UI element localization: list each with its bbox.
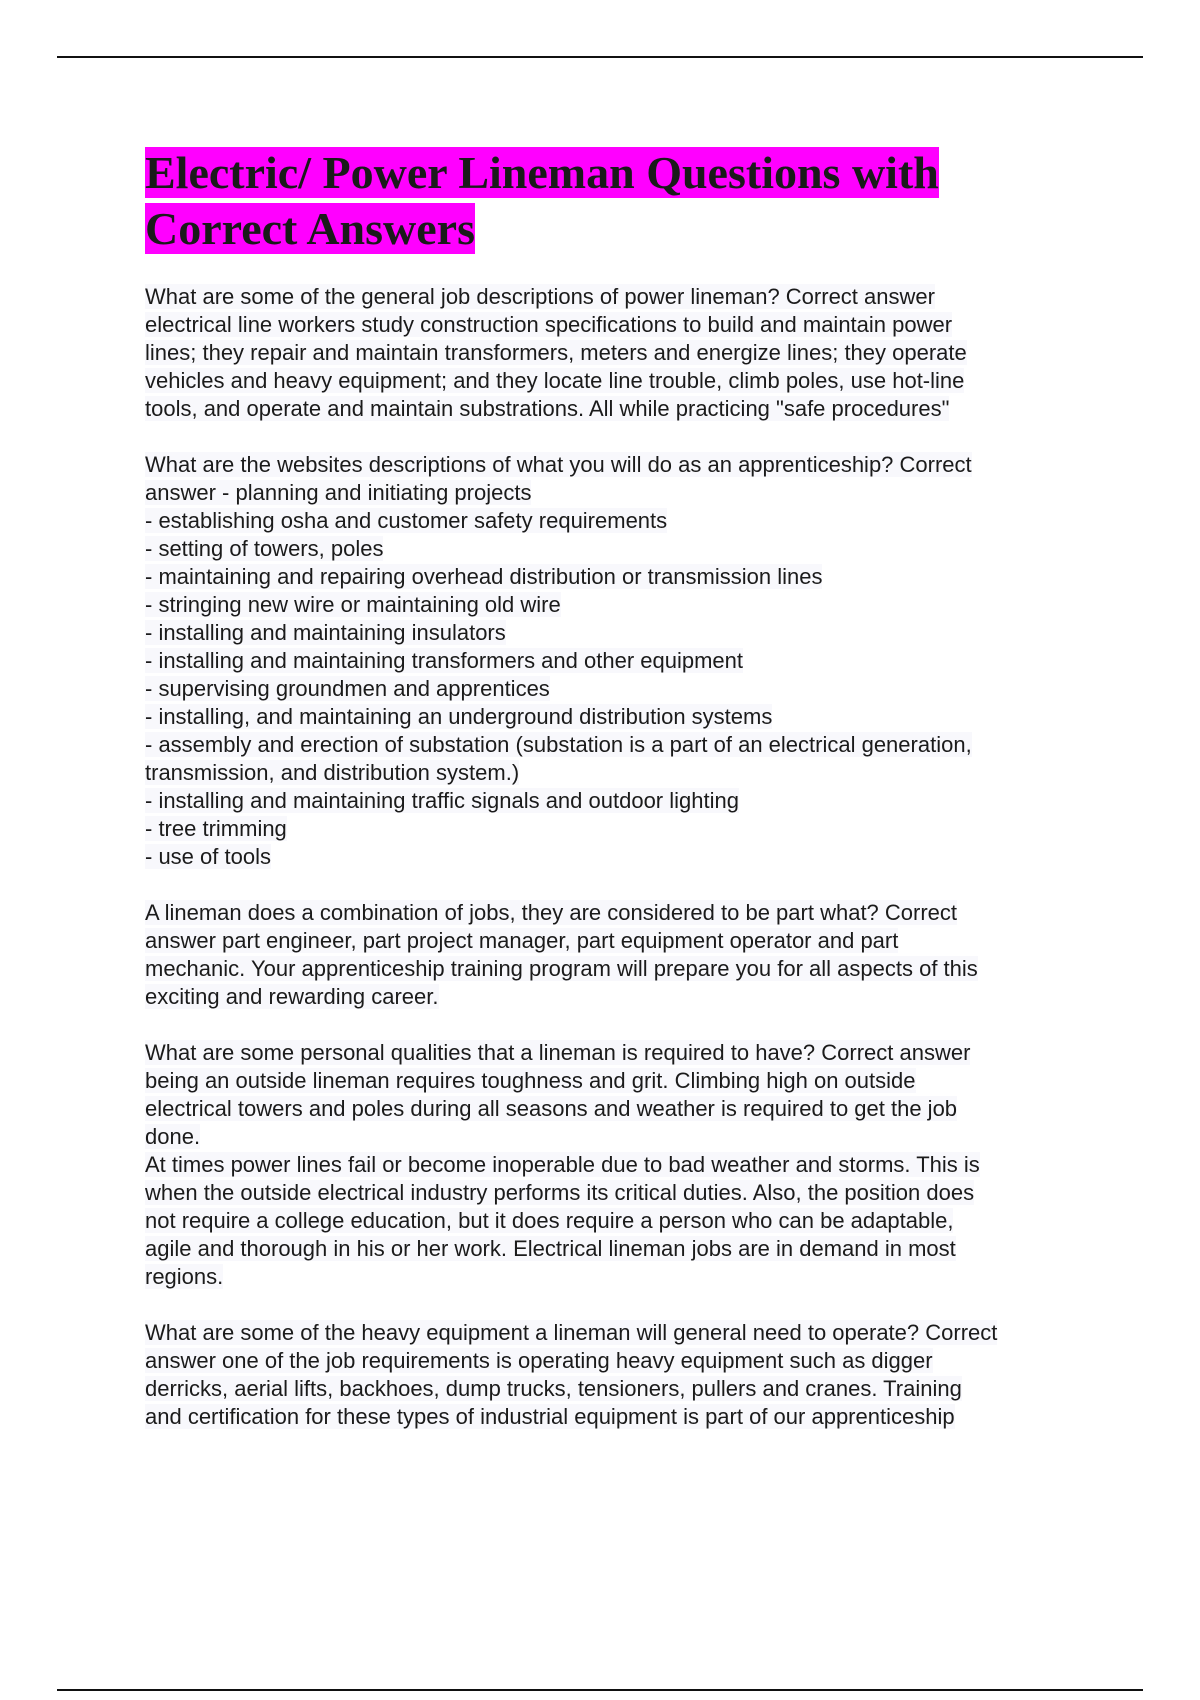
title-highlight — [145, 147, 939, 254]
qa-entry-heavy-equipment — [145, 1319, 1085, 1431]
qa-text: What are the websites descriptions of what you will do as an apprenticeship? Correct answer - planning and initiating projects - establishing osha and customer safety requirements - setting of towers, poles - maintaining and repairing overhead distribution or transmission lines - stringing new wire or maintaining old wire - installing and maintaining insulators - installing and maintaining transformers and other equipment - supervising groundmen and apprentices - installing, and maintaining an underground distribution systems - assembly and erection of substation (substation is a part of an electrical generation, transmission, and distribution system.) - installing and maintaining traffic signals and outdoor lighting - tree trimming - use of tools — [145, 452, 972, 869]
qa-entry-combination-of-jobs — [145, 899, 1085, 1011]
document-body — [145, 145, 1085, 1459]
qa-entry-personal-qualities — [145, 1039, 1085, 1291]
qa-entry-apprenticeship-duties — [145, 451, 1085, 871]
qa-text: What are some personal qualities that a lineman is required to have? Correct answer being an outside lineman requires toughness and grit. Climbing high on outside electrical towers and poles during all seasons and weather is required to get the job done. At times power lines fail or become inoperable due to bad weather and storms. This is when the outside electrical industry performs its critical duties. Also, the position does not require a college education, but it does require a person who can be adaptable, agile and thorough in his or her work. Electrical lineman jobs are in demand in most regions. — [145, 1040, 980, 1289]
header-rule — [57, 56, 1143, 58]
qa-text: What are some of the general job descriptions of power lineman? Correct answer electrical line workers study construction specifications to build and maintain power lines; they repair and maintain transformers, meters and energize lines; they operate vehicles and heavy equipment; and they locate line trouble, climb poles, use hot-line tools, and operate and maintain substrations. All while practicing "safe procedures" — [145, 284, 967, 421]
qa-entry-job-descriptions — [145, 283, 1085, 423]
document-title — [145, 145, 1085, 257]
footer-rule — [57, 1689, 1143, 1691]
qa-text: What are some of the heavy equipment a lineman will general need to operate? Correct answer one of the job requirements is operating heavy equipment such as digger derricks, aerial lifts, backhoes, dump trucks, tensioners, pullers and cranes. Training and certification for these types of industrial equipment is part of our apprenticeship — [145, 1320, 998, 1429]
title-line-1: Electric/ Power Lineman Questions with — [145, 147, 939, 198]
title-line-2: Correct Answers — [145, 203, 475, 254]
qa-text: A lineman does a combination of jobs, they are considered to be part what? Correct answer part engineer, part project manager, part equipment operator and part mechanic. Your apprenticeship training program will prepare you for all aspects of this exciting and rewarding career. — [145, 900, 978, 1009]
